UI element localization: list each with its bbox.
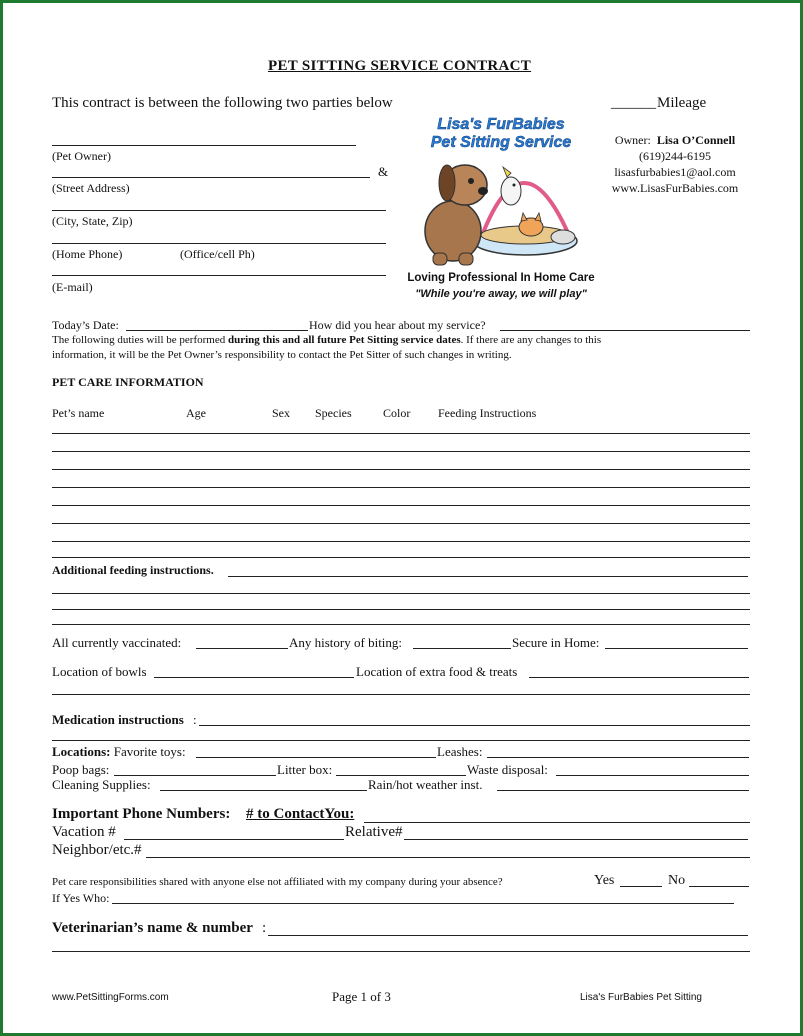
how-hear-label: How did you hear about my service? <box>309 318 486 332</box>
medication-label: Medication instructions <box>52 712 184 727</box>
vet-line[interactable] <box>52 951 750 952</box>
extra-food-field[interactable] <box>529 677 749 678</box>
medication-line[interactable] <box>52 740 750 741</box>
sitter-phone: (619)244-6195 <box>639 149 711 163</box>
page-number: Page 1 of 3 <box>332 989 391 1004</box>
if-yes-label: If Yes Who: <box>52 891 110 905</box>
cleaning-label: Cleaning Supplies: <box>52 777 151 792</box>
owner-name: Lisa O’Connell <box>656 133 736 147</box>
office-phone-label: (Office/cell Ph) <box>180 247 255 261</box>
neighbor-label: Neighbor/etc.# <box>52 842 142 858</box>
bowls-line[interactable] <box>52 694 750 695</box>
mileage-blank[interactable]: ______ <box>611 95 656 111</box>
favorite-toys-field[interactable] <box>196 757 436 758</box>
leashes-field[interactable] <box>487 757 749 758</box>
pet-row-line[interactable] <box>52 541 750 542</box>
poop-bags-label: Poop bags: <box>52 762 110 777</box>
medication-colon: : <box>193 712 197 727</box>
sitter-info <box>600 132 750 196</box>
email-label: (E-mail) <box>52 280 93 294</box>
secure-field[interactable] <box>605 648 748 649</box>
relative-field[interactable] <box>404 839 748 840</box>
city-state-zip-field[interactable] <box>52 210 386 211</box>
col-sex: Sex <box>272 406 290 420</box>
bowls-field[interactable] <box>154 677 354 678</box>
pet-row-line[interactable] <box>52 469 750 470</box>
contact-field[interactable] <box>364 822 750 823</box>
duties-text-2: information, it will be the Pet Owner’s responsibility to contact the Pet Sitter of such changes in writing. <box>52 349 512 361</box>
waste-disposal-label: Waste disposal: <box>467 762 548 777</box>
todays-date-label: Today’s Date: <box>52 318 119 332</box>
pet-dog-bird-icon <box>403 113 599 303</box>
tagline-1: Loving Professional In Home Care <box>407 272 595 284</box>
additional-feeding-label: Additional feeding instructions. <box>52 563 214 577</box>
phone-field[interactable] <box>52 243 386 244</box>
relative-label: Relative# <box>345 824 403 840</box>
vacation-field[interactable] <box>124 839 344 840</box>
col-color: Color <box>383 406 411 420</box>
extra-food-label: Location of extra food & treats <box>356 664 518 679</box>
pet-row-line[interactable] <box>52 523 750 524</box>
city-state-zip-label: (City, State, Zip) <box>52 214 133 228</box>
vet-field[interactable] <box>268 935 748 936</box>
owner-label: Owner: <box>614 133 651 147</box>
pet-owner-field[interactable] <box>52 145 356 146</box>
litter-box-label: Litter box: <box>277 762 333 777</box>
bowls-label: Location of bowls <box>52 664 147 679</box>
sitter-website: www.LisasFurBabies.com <box>611 181 739 195</box>
poop-bags-field[interactable] <box>114 775 276 776</box>
pet-row-line[interactable] <box>52 505 750 506</box>
no-label: No <box>668 873 686 888</box>
neighbor-field[interactable] <box>146 857 750 858</box>
vaccinated-field[interactable] <box>196 648 288 649</box>
biting-label: Any history of biting: <box>289 635 403 650</box>
col-feeding: Feeding Instructions <box>438 406 537 420</box>
intro-text: This contract is between the following two parties below <box>52 95 393 111</box>
yes-field[interactable] <box>620 886 662 887</box>
feeding-line[interactable] <box>52 624 750 625</box>
if-yes-field[interactable] <box>112 903 734 904</box>
street-address-label: (Street Address) <box>52 181 130 195</box>
brand-line1: Lisa's FurBabies <box>437 116 565 133</box>
pet-care-heading: PET CARE INFORMATION <box>52 375 204 389</box>
email-field[interactable] <box>52 275 386 276</box>
footer-website: www.PetSittingForms.com <box>52 992 169 1003</box>
pet-owner-label: (Pet Owner) <box>52 149 111 163</box>
pet-row-line[interactable] <box>52 433 750 434</box>
page-title: PET SITTING SERVICE CONTRACT <box>268 58 532 74</box>
biting-field[interactable] <box>413 648 511 649</box>
todays-date-field[interactable] <box>126 330 308 331</box>
feeding-line[interactable] <box>52 609 750 610</box>
vacation-label: Vacation # <box>52 824 116 840</box>
secure-label: Secure in Home: <box>512 635 600 650</box>
no-field[interactable] <box>689 886 749 887</box>
street-address-field[interactable] <box>52 177 370 178</box>
waste-disposal-field[interactable] <box>556 775 749 776</box>
litter-box-field[interactable] <box>336 775 466 776</box>
vet-colon: : <box>262 920 267 936</box>
how-hear-field[interactable] <box>500 330 750 331</box>
sitter-email: lisasfurbabies1@aol.com <box>614 165 736 179</box>
company-logo <box>403 113 599 303</box>
leashes-label: Leashes: <box>437 744 483 759</box>
pet-row-line[interactable] <box>52 557 750 558</box>
cleaning-field[interactable] <box>160 790 367 791</box>
mileage-label: Mileage <box>657 95 707 111</box>
locations-row: Locations: Favorite toys: <box>52 744 186 759</box>
contact-you-label: # to ContactYou: <box>246 806 355 822</box>
shared-question: Pet care responsibilities shared with anyone else not affiliated with my company during your absence? <box>52 876 503 888</box>
col-age: Age <box>186 406 206 420</box>
col-pet-name: Pet’s name <box>52 406 105 420</box>
vaccinated-label: All currently vaccinated: <box>52 635 182 650</box>
vet-label: Veterinarian’s name & number <box>52 920 253 936</box>
ampersand: & <box>378 164 389 179</box>
medication-field[interactable] <box>199 725 750 726</box>
tagline-2: "While you're away, we will play" <box>415 288 587 300</box>
duties-text: The following duties will be performed during this and all future Pet Sitting service dates. If there are any changes to this <box>52 334 602 346</box>
home-phone-label: (Home Phone) <box>52 247 123 261</box>
brand-line2: Pet Sitting Service <box>430 134 572 151</box>
phone-heading: Important Phone Numbers: <box>52 806 231 822</box>
pet-row-line[interactable] <box>52 487 750 488</box>
additional-feeding-field[interactable] <box>228 576 748 577</box>
footer-company: Lisa's FurBabies Pet Sitting <box>580 992 702 1003</box>
yes-label: Yes <box>594 873 615 888</box>
col-species: Species <box>315 406 352 420</box>
pet-row-line[interactable] <box>52 451 750 452</box>
feeding-line[interactable] <box>52 593 750 594</box>
rain-field[interactable] <box>497 790 749 791</box>
rain-label: Rain/hot weather inst. <box>368 777 483 792</box>
